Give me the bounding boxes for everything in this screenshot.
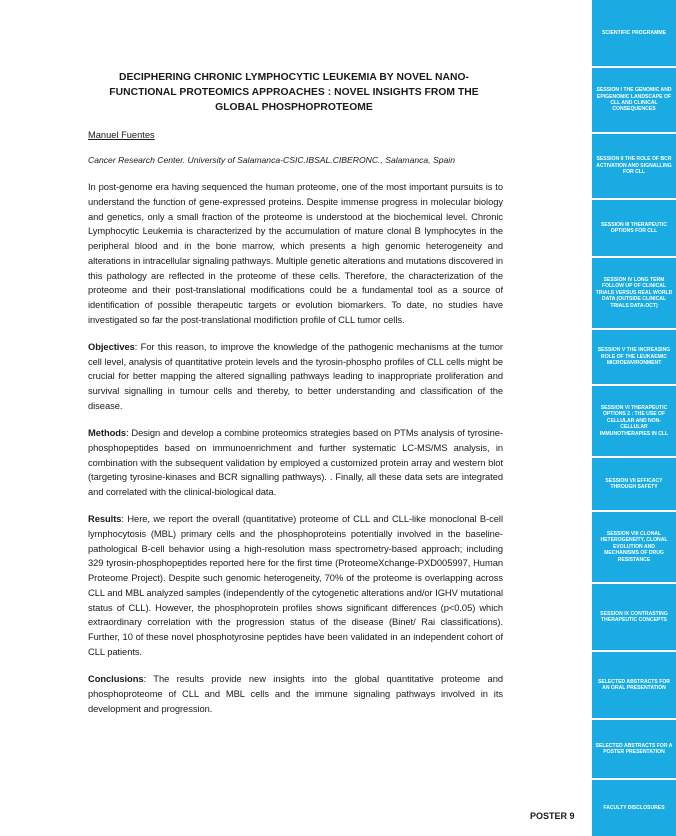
sidebar-item-session-8[interactable]: SESSION VIII CLONAL HETEROGENEITY, CLONAL EVOLUTION AND MECHANISMS OF DRUG RESISTANCE: [600, 530, 668, 563]
sidebar-item-faculty-disclosures[interactable]: FACULTY DISCLOSURES: [603, 804, 665, 811]
author-affiliation: Cancer Research Center. University of Salamanca-CSIC.IBSAL.CIBERONC., Salamanca, Spain: [88, 155, 455, 165]
programme-sidebar: [592, 0, 676, 836]
objectives-label: Objectives: [88, 341, 135, 352]
methods-label: Methods: [88, 428, 127, 439]
abstract-body: [88, 180, 503, 729]
sidebar-item-poster-abstracts[interactable]: SELECTED ABSTRACTS FOR A POSTER PRESENTATION: [595, 742, 673, 755]
results-text: : Here, we report the overall (quantitative) proteome of CLL and CLL-like monoclonal B-cell lymphocytosis (MBL) primary cells and the phosphoproteins potentially involved in the baseline-pathological B-cell behavior using a high-resolution mass spectrometry-based approach; including 329 tyrosin-phosphopeptides reported here for the first time (ProteomeXchange-PXD005997, Human Proteome Project). Despite such genomic heterogeneity, 70% of the proteome is overlapping across CLL and MBL analyzed samples (independently of the cytogenetic alterations and/or IGHV mutational status of CLL). However, the phosphoprotein profiles shows significant differences (p<0.05) which extraordinary correlation with the progression status of the disease (Binet/ Rai classifications). Further, 10 of these novel phosphotyrosine peptides have been validated in an independent cohort of CLL patients.: [88, 514, 503, 657]
objectives-paragraph: [88, 340, 503, 414]
conclusions-paragraph: [88, 672, 503, 716]
sidebar-item-session-7[interactable]: SESSION VII EFFICACY THROUGH SAFETY: [605, 477, 663, 490]
sidebar-item-scientific-programme[interactable]: SCIENTIFIC PROGRAMME: [602, 29, 666, 36]
sidebar-item-session-2[interactable]: SESSION II THE ROLE OF BCR ACTIVATION AND SIGNALLING FOR CLL: [596, 156, 672, 176]
conclusions-label: Conclusions: [88, 674, 144, 685]
intro-paragraph: In post-genome era having sequenced the human proteome, one of the most important pursuits is to understand the function of gene-expressed proteins. Despite immense progress in molecular biology and genetics, only a small fraction of the proteome is understood at the biochemical level. Chronic Lymphocytic Leukemia is characterized by the accumulation of mature clonal B lymphocytes in the peripheral blood and in the bone marrow, which presents a high genomic heterogeneity and alterations in intracellular signaling pathways. Multiple genetic alterations and mutations discovered in this pathology are reflected in the proteome of these cells. Therefore, the characterization of the proteome and their post-translational modifications could be a fundamental tool as a source of identification of possible therapeutic targets or evolution biomarkers. To date, no studies have investigated so far the post-translational modifiction profile of CLL tumor cells.: [88, 182, 503, 325]
sidebar-item-session-1[interactable]: SESSION I THE GENOMIC AND EPIGENOMIC LANDSCAPE OF CLL AND CLINICAL CONSEQUENCES: [596, 87, 672, 113]
sidebar-item-session-9[interactable]: SESSION IX CONTRASTING THERAPEUTIC CONCEPTS: [600, 610, 668, 623]
abstract-title: DECIPHERING CHRONIC LYMPHOCYTIC LEUKEMIA BY NOVEL NANO-FUNCTIONAL PROTEOMICS APPROACHES : NOVEL INSIGHTS FROM THE GLOBAL PHOSPHOPROTEOME: [109, 72, 479, 113]
sidebar-item-session-4[interactable]: SESSION IV LONG TERM FOLLOW UP OF CLINICAL TRIALS VERSUS REAL WORLD DATA (OUTSIDE CLINICAL TRIALS DATA-OCT): [595, 276, 673, 309]
sidebar-item-session-3[interactable]: SESSION III THERAPEUTIC OPTIONS FOR CLL: [601, 221, 667, 234]
results-label: Results: [88, 514, 122, 525]
sidebar-item-oral-abstracts[interactable]: SELECTED ABSTRACTS FOR AN ORAL PRESENTATION: [598, 678, 670, 691]
author-name: Manuel Fuentes: [88, 130, 155, 140]
results-paragraph: [88, 512, 503, 660]
methods-paragraph: [88, 426, 503, 500]
conclusions-text: : The results provide new insights into the global quantitative proteome and phosphoproteome of CLL and MBL cells and the immune signaling pathways involved in its development and progression.: [88, 674, 503, 714]
sidebar-item-session-6[interactable]: SESSION VI THERAPEUTIC OPTIONS 2 : THE USE OF CELLULAR AND NON-CELLULAR IMMUNOTHERAPIES IN CLL: [599, 404, 669, 437]
poster-number: POSTER 9: [530, 811, 575, 821]
sidebar-item-session-5[interactable]: SESSION V THE INCREASING ROLE OF THE LEUKAEMIC MICROENVIRONMENT: [597, 347, 671, 367]
methods-text: : Design and develop a combine proteomics strategies based on PTMs analysis of tyrosine-phosphopeptides based on immunoenrichment and further systematic LC-MS/MS analysis, in combination with the subsequent validation by employed a customized protein array and western blot (targeting tyrosine-kinases and BCR signalling pathways). . Finally, all these data sets are integrated and correlated with the clinical-biological data.: [88, 428, 503, 498]
objectives-text: : For this reason, to improve the knowledge of the pathogenic mechanisms at the tumor cell level, analysis of quantitative protein levels and the tyrosin-phospho profiles of CLL cells might be crucial for better mapping the altered signalling pathways leading to inappropriate proliferation and survival signalling in tumour cells and thereby, to better understanding and classification of the disease.: [88, 341, 503, 411]
